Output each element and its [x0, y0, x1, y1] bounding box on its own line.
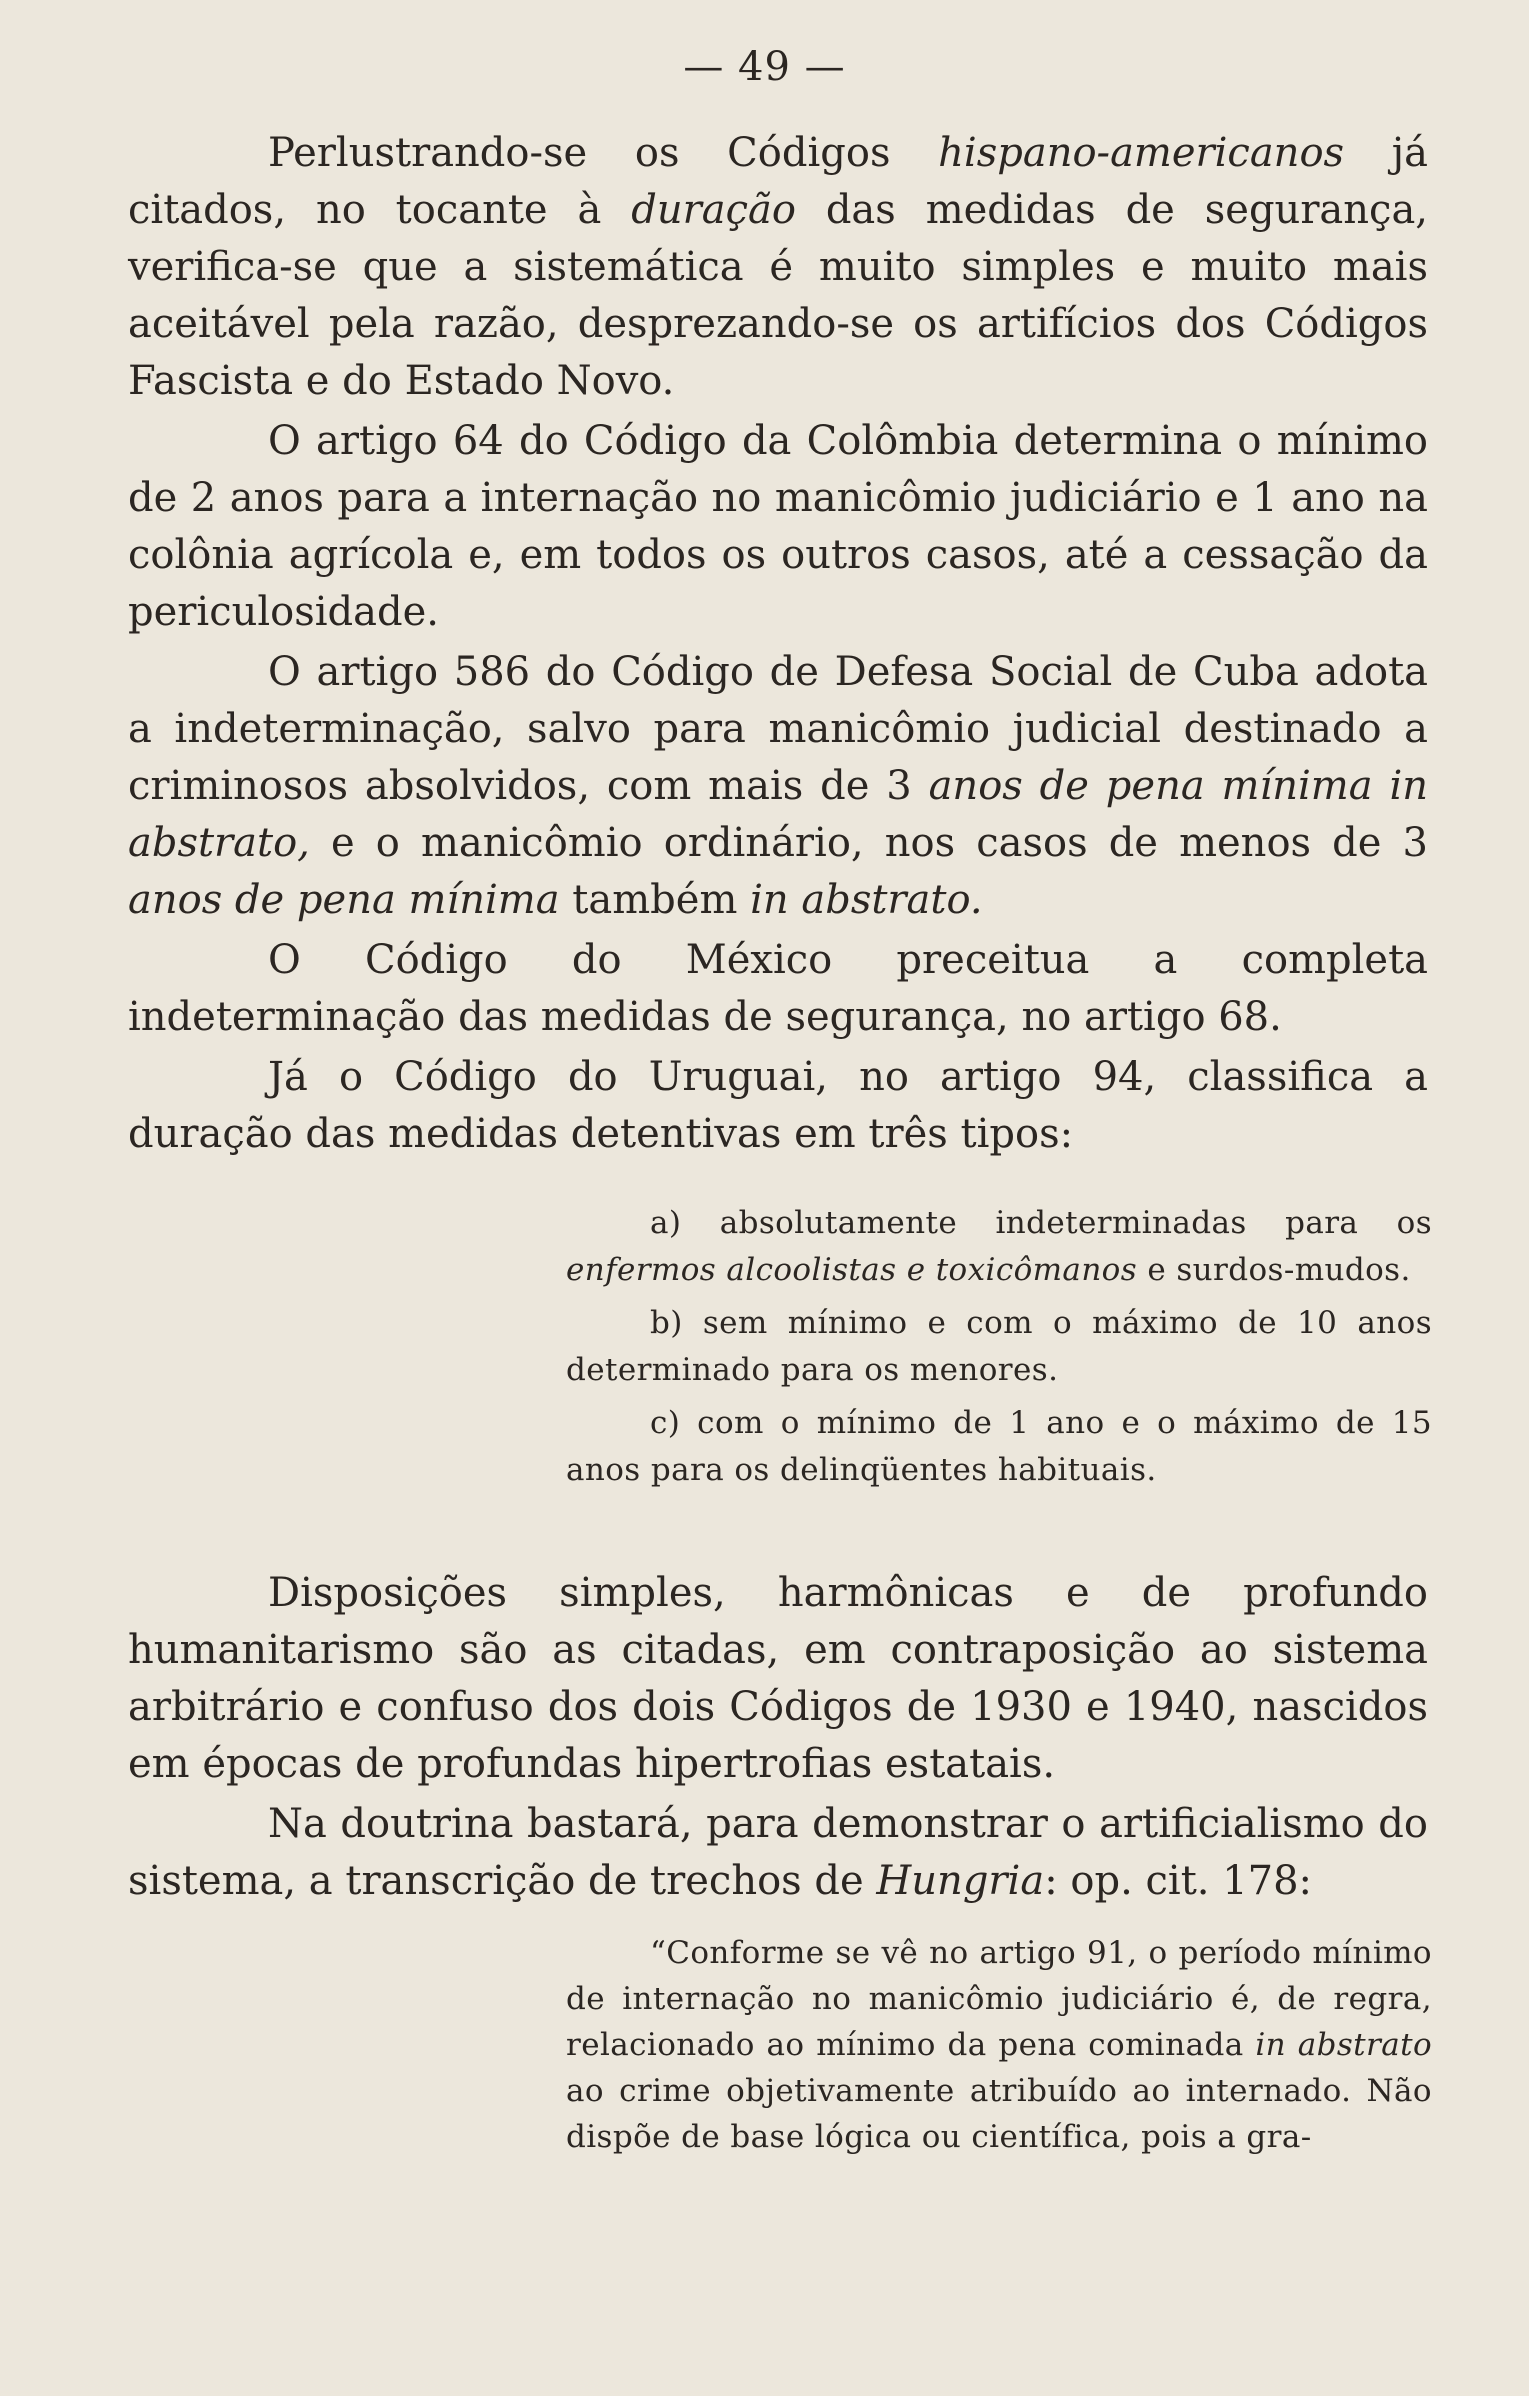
paragraph [128, 1565, 1428, 1793]
body-text-bottom [128, 1565, 1428, 1913]
classification-list [566, 1200, 1432, 1500]
paragraph [128, 932, 1428, 1046]
list-item [566, 1400, 1432, 1494]
italic-text: hispano-americanos [938, 130, 1345, 176]
text-run: das medidas de segurança, verifica-se que a sistemática é muito simples e muito mais aceitável pela razão, desprezando-se os artifícios dos Códigos Fascista e do Estado Novo. [128, 187, 1429, 404]
text-run: b) sem mínimo e com o máximo de 10 anos determinado para os menores. [566, 1305, 1432, 1388]
italic-text: Hungria [876, 1858, 1045, 1904]
text-run: a) absolutamente indeterminadas para os [650, 1205, 1432, 1241]
text-run: Na doutrina bastará, para demonstrar o artificialismo do sistema, a transcrição de trechos de [128, 1801, 1428, 1904]
quote-paragraph [566, 1930, 1432, 2160]
text-run: : op. cit. 178: [1044, 1858, 1313, 1904]
text-run: O Código do México preceitua a completa indeterminação das medidas de segurança, no artigo 68. [128, 937, 1428, 1040]
paragraph [128, 1049, 1428, 1163]
text-run: “Conforme se vê no artigo 91, o período mínimo de internação no manicômio judiciário é, de regra, relacionado ao mínimo da pena cominada [566, 1935, 1432, 2063]
text-run: O artigo 586 do Código de Defesa Social de Cuba adota a indeterminação, salvo para manicômio judicial destinado a criminosos absolvidos, com mais de 3 [128, 649, 1428, 809]
italic-text: in abstrato [1255, 2027, 1433, 2063]
text-run: c) com o mínimo de 1 ano e o máximo de 15 anos para os delinqüentes habituais. [566, 1405, 1432, 1488]
text-run: e o manicômio ordinário, nos casos de menos de 3 [309, 820, 1428, 866]
text-run: ao crime objetivamente atribuído ao internado. Não dispõe de base lógica ou científica, pois a gra- [566, 2073, 1432, 2155]
italic-text: anos de pena mínima [128, 877, 560, 923]
page-number: — 49 — [683, 44, 846, 90]
body-text-top [128, 125, 1428, 1166]
italic-text: in abstrato. [750, 877, 983, 923]
italic-text: anos de pena mínima in abstrato, [128, 763, 1428, 866]
italic-text: duração [631, 187, 796, 233]
block-quote [566, 1930, 1432, 2160]
text-run: já citados, no tocante à [128, 130, 1428, 233]
text-run: Já o Código do Uruguai, no artigo 94, classifica a duração das medidas detentivas em três tipos: [128, 1054, 1428, 1157]
text-run: e surdos-mudos. [1137, 1252, 1411, 1288]
list-item [566, 1300, 1432, 1394]
paragraph [128, 1796, 1428, 1910]
paragraph [128, 413, 1428, 641]
text-run: Perlustrando-se os Códigos [268, 130, 939, 176]
paragraph [128, 644, 1428, 929]
text-run: também [559, 877, 751, 923]
italic-text: enfermos alcoolistas e toxicômanos [566, 1252, 1138, 1288]
text-run: O artigo 64 do Código da Colômbia determina o mínimo de 2 anos para a internação no manicômio judiciário e 1 ano na colônia agrícola e, em todos os outros casos, até a cessação da periculosidade. [128, 418, 1428, 635]
text-run: Disposições simples, harmônicas e de profundo humanitarismo são as citadas, em contraposição ao sistema arbitrário e confuso dos dois Códigos de 1930 e 1940, nascidos em épocas de profundas hipertrofias estatais. [128, 1570, 1428, 1787]
list-item [566, 1200, 1432, 1294]
paragraph [128, 125, 1428, 410]
